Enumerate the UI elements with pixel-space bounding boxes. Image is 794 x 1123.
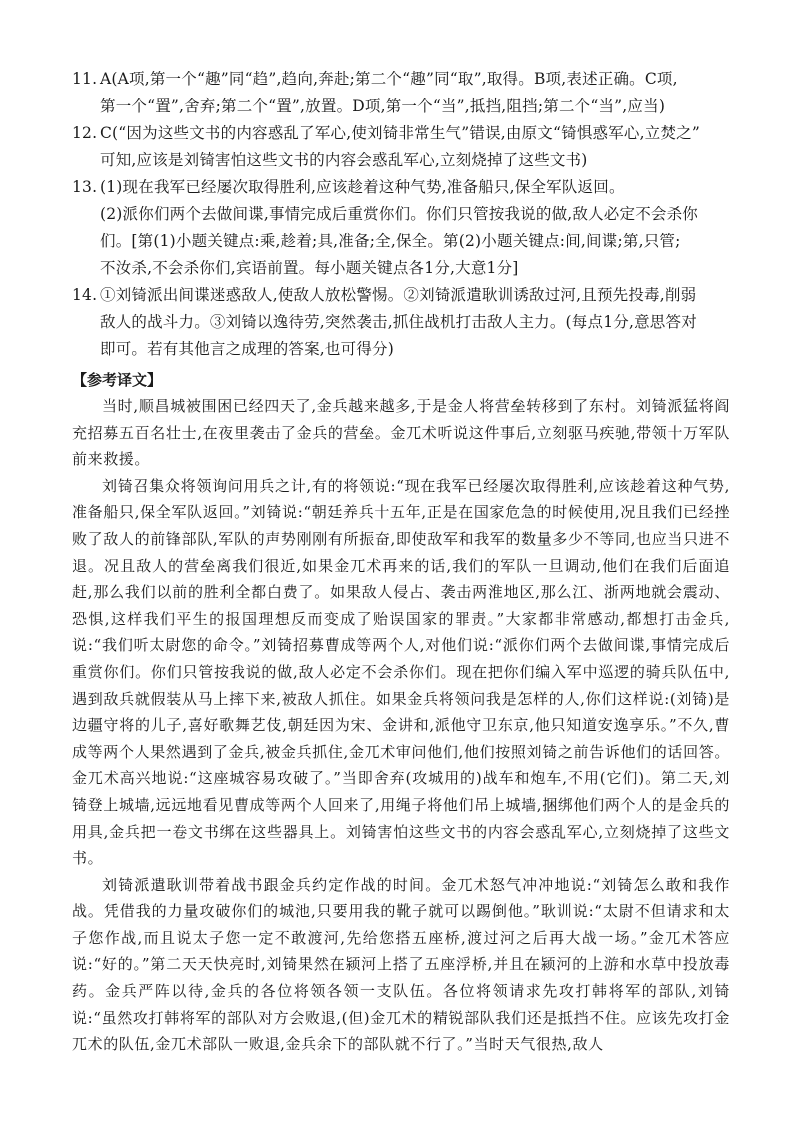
answer-list	[72, 66, 730, 363]
answer-line: 不汝杀,不会杀你们,宾语前置。每小题关键点各1分,大意1分]	[100, 259, 519, 277]
answer-item-11	[72, 66, 730, 120]
answer-number: 13.	[72, 178, 98, 196]
answer-body	[100, 120, 730, 174]
answer-item-13	[72, 174, 730, 282]
answer-line: ①刘锜派出间谍迷惑敌人,使敌人放松警惕。②刘锜派遣耿训诱敌过河,且预先投毒,削弱	[100, 286, 697, 304]
answer-line: A(A项,第一个“趣”同“趋”,趋向,奔赴;第二个“趣”同“取”,取得。B项,表述正确。C项,	[100, 70, 678, 88]
answer-line: 敌人的战斗力。③刘锜以逸待劳,突然袭击,抓住战机打击敌人主力。(每点1分,意思答对	[100, 313, 697, 331]
translation-paragraph: 刘锜召集众将领询问用兵之计,有的将领说:“现在我军已经屡次取得胜利,应该趁着这种气势,准备船只,保全军队返回。”刘锜说:“朝廷养兵十五年,正是在国家危急的时候使用,况且我们已经挫败了敌人的前锋部队,军队的声势刚刚有所振奋,即使敌军和我军的数量多少不等同,也应当只进不退。况且敌人的营垒离我们很近,如果金兀术再来的话,我们的军队一旦调动,他们在我们后面追赶,那么我们以前的胜利全都白费了。如果敌人侵占、袭击两淮地区,那么江、浙两地就会震动、恐惧,这样我们平生的报国理想反而变成了贻误国家的罪责。”大家都非常感动,都想打击金兵,说:“我们听太尉您的命令。”刘锜招募曹成等两个人,对他们说:“派你们两个去做间谍,事情完成后重赏你们。你们只管按我说的做,敌人必定不会杀你们。现在把你们编入军中巡逻的骑兵队伍中,遇到敌兵就假装从马上摔下来,被敌人抓住。如果金兵将领问我是怎样的人,你们这样说:(刘锜)是边疆守将的儿子,喜好歌舞艺伎,朝廷因为宋、金讲和,派他守卫东京,他只知道安逸享乐。”不久,曹成等两个人果然遇到了金兵,被金兵抓住,金兀术审问他们,他们按照刘锜之前告诉他们的话回答。金兀术高兴地说:“这座城容易攻破了。”当即舍弃(攻城用的)战车和炮车,不用(它们)。第二天,刘锜登上城墙,远远地看见曹成等两个人回来了,用绳子将他们吊上城墙,捆绑他们两个人的是金兵的用具,金兵把一卷文书绑在这些器具上。刘锜害怕这些文书的内容会惑乱军心,立刻烧掉了这些文书。	[72, 476, 730, 868]
answer-number: 14.	[72, 286, 98, 304]
translation-paragraph: 当时,顺昌城被围困已经四天了,金兵越来越多,于是金人将营垒转移到了东村。刘锜派猛将阎充招募五百名壮士,在夜里袭击了金兵的营垒。金兀术听说这件事后,立刻驱马疾驰,带领十万军队前来救援。	[72, 397, 730, 469]
answer-line: (1)现在我军已经屡次取得胜利,应该趁着这种气势,准备船只,保全军队返回。	[100, 178, 625, 196]
answer-line: C(“因为这些文书的内容惑乱了军心,使刘锜非常生气”错误,由原文“锜惧惑军心,立焚之”	[100, 124, 700, 142]
section-heading: 【参考译文】	[72, 371, 163, 389]
answer-body	[100, 282, 730, 363]
answer-body	[100, 174, 730, 282]
translation-text	[72, 393, 730, 1058]
answer-item-14	[72, 282, 730, 363]
answer-line: 们。[第(1)小题关键点:乘,趁着;具,准备;全,保全。第(2)小题关键点:间,间谍;第,只管;	[100, 232, 681, 250]
answer-line: 即可。若有其他言之成理的答案,也可得分)	[100, 340, 394, 358]
answer-body	[100, 66, 730, 120]
answer-number: 12.	[72, 124, 98, 142]
answer-line: (2)派你们两个去做间谍,事情完成后重赏你们。你们只管按我说的做,敌人必定不会杀你	[100, 205, 699, 223]
translation-paragraph: 刘锜派遣耿训带着战书跟金兵约定作战的时间。金兀术怒气冲冲地说:“刘锜怎么敢和我作战。凭借我的力量攻破你们的城池,只要用我的靴子就可以踢倒他。”耿训说:“太尉不但请求和太子您作战,而且说太子您一定不敢渡河,先给您搭五座桥,渡过河之后再大战一场。”金兀术答应说:“好的。”第二天天快亮时,刘锜果然在颍河上搭了五座浮桥,并且在颍河的上游和水草中投放毒药。金兵严阵以待,金兵的各位将领各领一支队伍。各位将领请求先攻打韩将军的部队,刘锜说:“虽然攻打韩将军的部队对方会败退,(但)金兀术的精锐部队我们还是抵挡不住。应该先攻打金兀术的队伍,金兀术部队一败退,金兵余下的部队就不行了。”当时天气很热,敌人	[72, 875, 730, 1054]
answer-number: 11.	[72, 70, 98, 88]
answer-line: 可知,应该是刘锜害怕这些文书的内容会惑乱军心,立刻烧掉了这些文书)	[100, 151, 588, 169]
answer-line: 第一个“置”,舍弃;第二个“置”,放置。D项,第一个“当”,抵挡,阻挡;第二个“当”,应当)	[100, 97, 666, 115]
answer-item-12	[72, 120, 730, 174]
